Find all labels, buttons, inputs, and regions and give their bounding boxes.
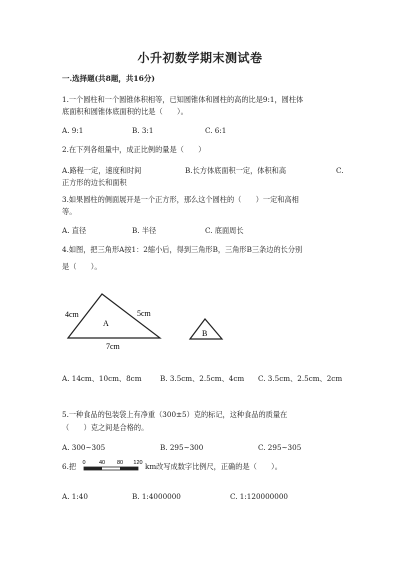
- scale-bar-segment: [120, 467, 138, 470]
- question-4-option-a: A. 14cm、10cm、8cm: [62, 374, 142, 383]
- question-3-option-c: C. 底面周长: [205, 226, 244, 235]
- question-5-option-b: B. 295~300: [160, 443, 204, 452]
- scale-tick-label: 0: [82, 460, 86, 466]
- question-5-line-2: （ ）克之间是合格的。: [62, 423, 149, 432]
- question-6-suffix: km改写成数字比例尺，正确的是（ ）。: [145, 462, 282, 471]
- question-2-option-c-cont: 正方形的边长和面积: [62, 178, 127, 187]
- triangle-a-left-side-label: 4cm: [65, 310, 79, 319]
- scale-bar: [80, 457, 144, 475]
- scale-tick-label: 40: [98, 460, 106, 466]
- question-2-option-b: B.长方体底面积一定，体积和高: [185, 166, 287, 175]
- question-5-option-c: C. 295~305: [258, 443, 302, 452]
- question-1-option-b: B. 3:1: [132, 126, 154, 135]
- question-1-line-1: 1.一个圆柱和一个圆锥体积相等，已知圆锥体和圆柱的高的比是9:1，圆柱体: [62, 95, 304, 104]
- triangle-a-name: A: [103, 319, 109, 328]
- triangle-b-name: B: [202, 329, 208, 338]
- triangle-a-bottom-side-label: 7cm: [106, 342, 120, 351]
- question-6-prefix: 6.把: [62, 462, 77, 471]
- question-6-option-b: B. 1:4000000: [132, 492, 181, 501]
- question-4-option-c: C. 3.5cm、2.5cm、2cm: [258, 374, 343, 383]
- question-2-option-c: C.: [336, 166, 344, 175]
- question-3-line-2: 等。: [62, 207, 77, 216]
- question-2-line-1: 2.在下列各组量中，成正比例的量是（ ）: [62, 145, 206, 154]
- question-3-line-1: 3.如果圆柱的侧面展开是一个正方形，那么这个圆柱的（ ）一定和高相: [62, 195, 299, 204]
- question-3-option-a: A. 直径: [62, 226, 87, 235]
- question-6-option-a: A. 1:40: [62, 492, 88, 501]
- question-4-line-1: 4.如图，把三角形A按1：2缩小后，得到三角形B，三角形B三条边的长分别: [62, 245, 303, 254]
- triangles-figure: [60, 288, 260, 358]
- question-5-option-a: A. 300~305: [62, 443, 106, 452]
- question-5-line-1: 5.一种食品的包装袋上有净重（300±5）克的标记，这种食品的质量在: [62, 410, 288, 419]
- scale-tick-label: 80: [116, 460, 124, 466]
- scale-bar-segment: [84, 467, 102, 470]
- triangle-a-right-side-label: 5cm: [137, 309, 151, 318]
- question-4-line-2: 是（ ）。: [62, 262, 102, 271]
- question-2-option-a: A.路程一定，速度和时间: [62, 166, 142, 175]
- question-1-option-a: A. 9:1: [62, 126, 84, 135]
- question-1-option-c: C. 6:1: [205, 126, 227, 135]
- question-1-line-2: 底面积和圆锥体底面积的比是（ ）。: [62, 107, 188, 116]
- question-6-option-c: C. 1:120000000: [230, 492, 288, 501]
- section-heading: 一.选择题(共8题，共16分): [62, 74, 155, 83]
- page-title: 小升初数学期末测试卷: [137, 51, 263, 65]
- question-3-option-b: B. 半径: [132, 226, 157, 235]
- scale-tick-label: 120: [133, 460, 143, 466]
- question-4-option-b: B. 3.5cm、2.5cm、4cm: [160, 374, 245, 383]
